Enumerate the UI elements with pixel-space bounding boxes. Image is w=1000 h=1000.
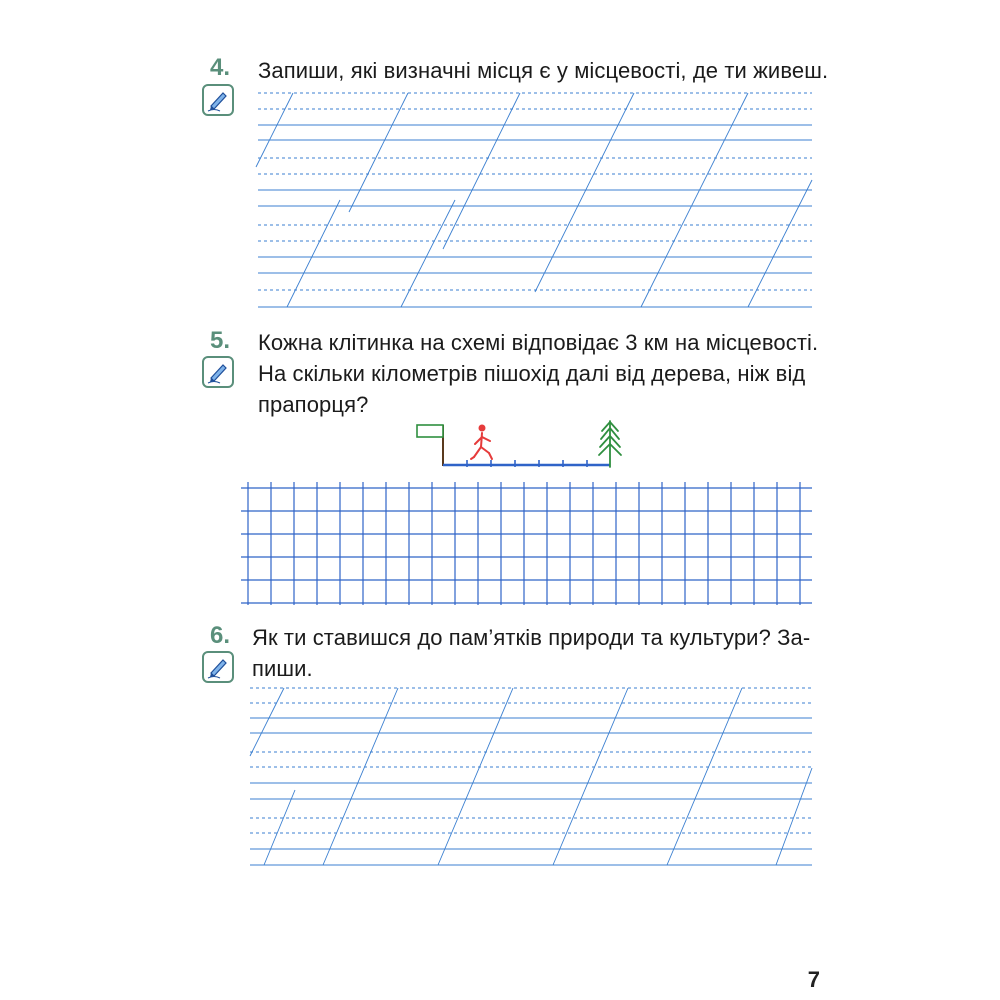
task-6-number: 6. [210, 622, 231, 649]
task-5-line-2: На скільки кілометрів пішохід далі від дерева, ніж від [258, 361, 806, 386]
task-6-line-1: Як ти ставишся до пам’ятків природи та культури? За- [252, 625, 811, 650]
task-5-number: 5. [210, 327, 231, 354]
task-4-line-1: Запиши, які визначні місця є у місцевості, де ти живеш. [258, 58, 829, 83]
task-6-line-2: пиши. [252, 656, 313, 681]
task-5-line-1: Кожна клітинка на схемі відповідає 3 км на місцевості. [258, 330, 819, 355]
task-5-line-3: прапорця? [258, 392, 369, 417]
page-number: 7 [807, 967, 820, 992]
task-4-number: 4. [210, 54, 231, 81]
